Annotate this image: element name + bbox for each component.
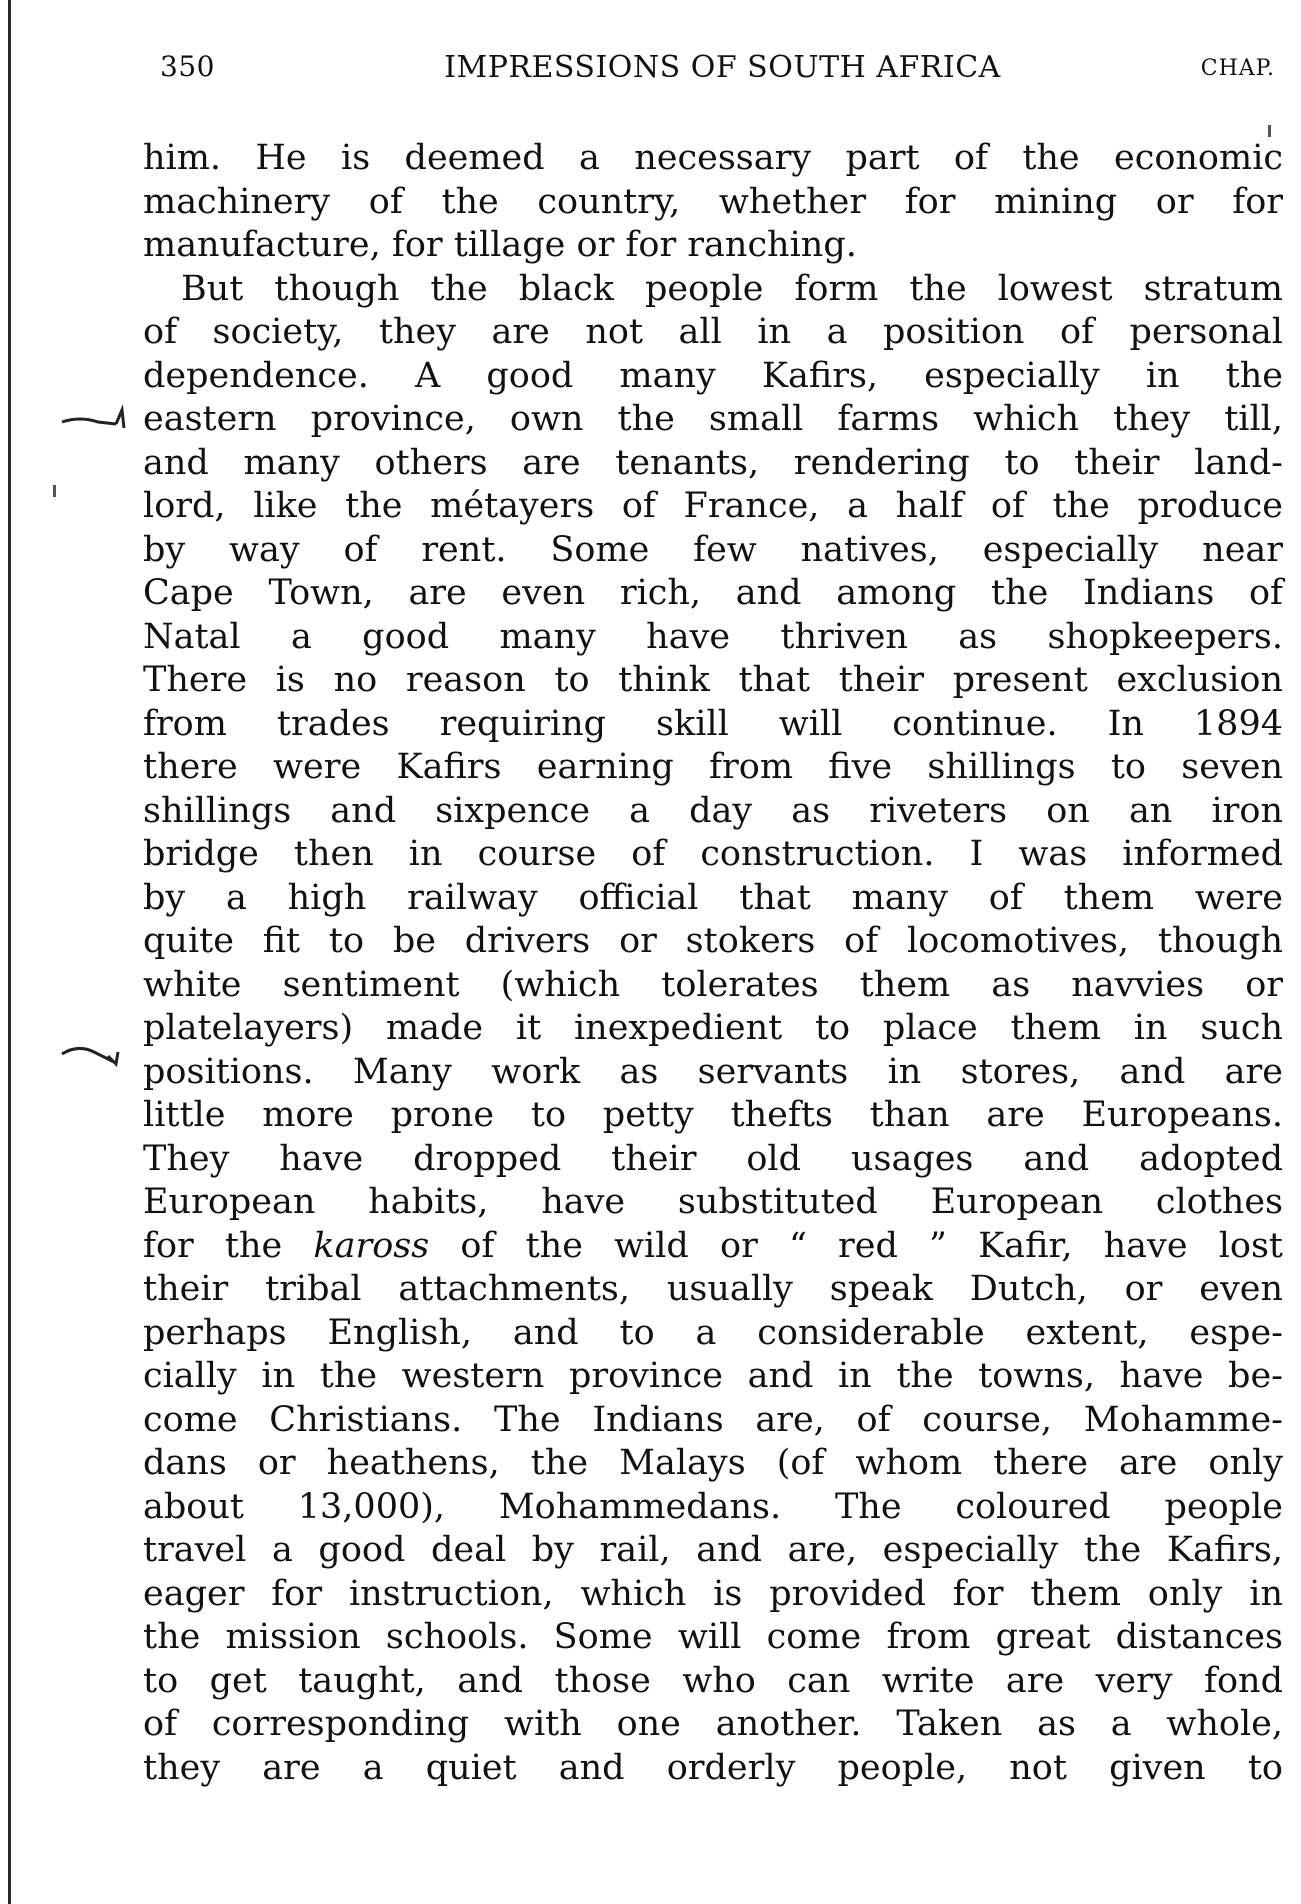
text-line: there were Kafirs earning from five shillings to seven — [143, 747, 1283, 787]
text-line: travel a good deal by rail, and are, especially the Kafirs, — [143, 1530, 1283, 1570]
text-line: of corresponding with one another. Taken as a whole, — [143, 1704, 1283, 1744]
margin-pencil-mark-icon — [60, 1040, 130, 1070]
text-line: There is no reason to think that their present exclusion — [143, 660, 1283, 700]
text-line: white sentiment (which tolerates them as navvies or — [143, 964, 1283, 1005]
text-line: and many others are tenants, rendering to their land- — [143, 442, 1283, 483]
text-line: But though the black people form the lowest stratum — [181, 268, 1283, 309]
text-line: from trades requiring skill will continue. In 1894 — [143, 703, 1283, 744]
text-line: European habits, have substituted European clothes — [143, 1182, 1283, 1222]
page-edge-rule — [8, 0, 11, 1904]
text-line: quite fit to be drivers or stokers of locomotives, though — [143, 921, 1283, 961]
text-line: platelayers) made it inexpedient to place them in such — [143, 1008, 1283, 1048]
paragraph — [143, 268, 1283, 1791]
paragraph — [143, 137, 1283, 268]
text-line: about 13,000), Mohammedans. The coloured people — [143, 1486, 1283, 1527]
text-line: perhaps English, and to a considerable extent, espe- — [143, 1312, 1283, 1353]
text-line: eastern province, own the small farms which they till, — [143, 399, 1283, 439]
text-line: bridge then in course of construction. I was informed — [143, 834, 1283, 874]
text-line: Natal a good many have thriven as shopkeepers. — [143, 616, 1283, 657]
chapter-abbrev: CHAP. — [1200, 56, 1275, 81]
running-head-title: IMPRESSIONS OF SOUTH AFRICA — [444, 50, 1001, 85]
text-line: him. He is deemed a necessary part of the economic — [143, 138, 1283, 178]
text-line: They have dropped their old usages and adopted — [143, 1138, 1283, 1179]
text-line: to get taught, and those who can write are very fond — [143, 1660, 1283, 1701]
text-line: little more prone to petty thefts than are Europeans. — [143, 1095, 1283, 1135]
text-line: by a high railway official that many of them were — [143, 877, 1283, 918]
text-line-kaross — [143, 1225, 1283, 1269]
text-line: dependence. A good many Kafirs, especially in the — [143, 355, 1283, 396]
margin-pencil-mark-icon — [60, 402, 130, 432]
text-line: Cape Town, are even rich, and among the Indians of — [143, 573, 1283, 613]
text-line: come Christians. The Indians are, of course, Mohamme- — [143, 1399, 1283, 1440]
margin-tick — [1268, 125, 1271, 137]
text-line: lord, like the métayers of France, a half of the produce — [143, 486, 1283, 526]
text-line: by way of rent. Some few natives, especially near — [143, 529, 1283, 570]
text-line: eager for instruction, which is provided for them only in — [143, 1573, 1283, 1614]
text-line: their tribal attachments, usually speak Dutch, or even — [143, 1269, 1283, 1309]
body-text — [143, 137, 1283, 1790]
text-fragment: of the wild or “ red ” Kafir, have lost — [429, 1225, 1283, 1266]
text-line: positions. Many work as servants in stores, and are — [143, 1051, 1283, 1092]
text-fragment: for the — [143, 1225, 314, 1266]
text-line: machinery of the country, whether for mining or for — [143, 181, 1283, 222]
text-line: shillings and sixpence a day as riveters on an iron — [143, 790, 1283, 831]
text-line: manufacture, for tillage or for ranching. — [143, 225, 857, 265]
text-line: of society, they are not all in a position of personal — [143, 312, 1283, 352]
italic-word: kaross — [313, 1225, 430, 1266]
text-line: cially in the western province and in the towns, have be- — [143, 1356, 1283, 1396]
text-line: the mission schools. Some will come from great distances — [143, 1617, 1283, 1657]
running-header — [160, 50, 1285, 110]
text-line: they are a quiet and orderly people, not given to — [143, 1747, 1283, 1788]
margin-tick — [53, 485, 56, 497]
text-line: dans or heathens, the Malays (of whom there are only — [143, 1443, 1283, 1483]
page-number: 350 — [160, 50, 215, 83]
